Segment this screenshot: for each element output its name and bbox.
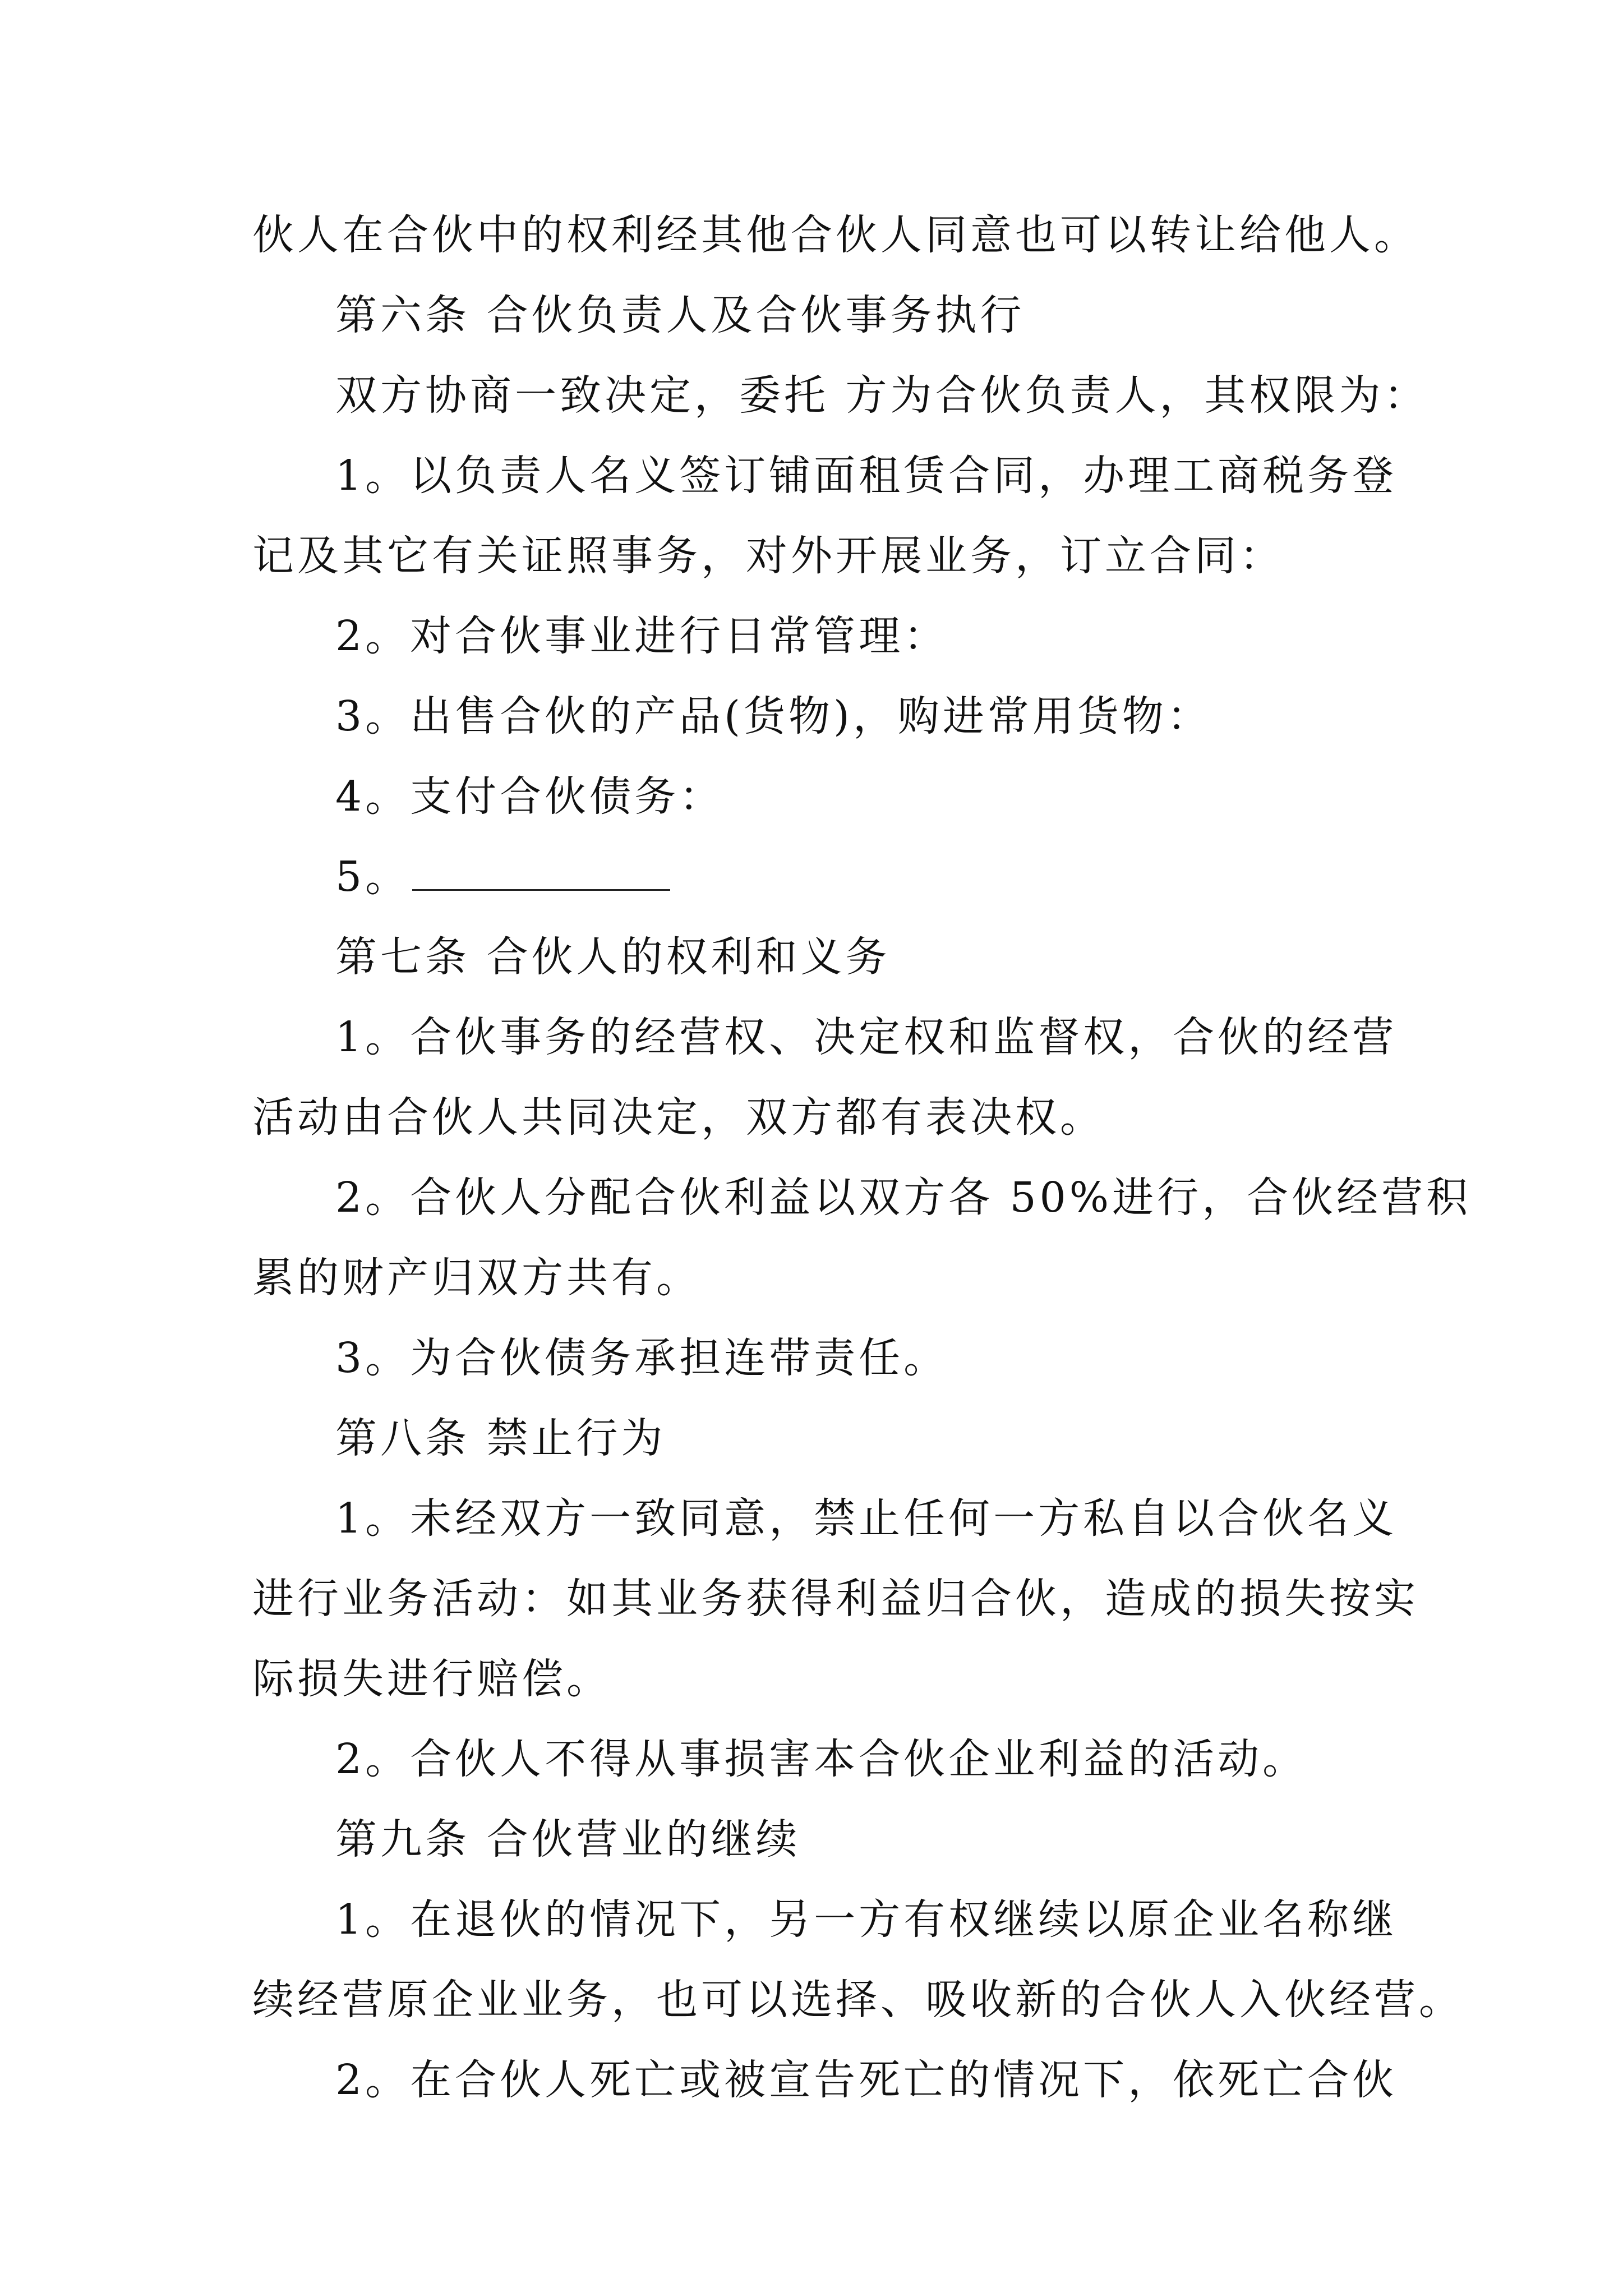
list-item: 2。合伙人不得从事损害本合伙企业利益的活动。 <box>335 1735 1308 1783</box>
fill-in-blank-line <box>412 855 670 891</box>
list-item: 4。支付合伙债务： <box>335 772 725 821</box>
list-item: 1。在退伙的情况下，另一方有权继续以原企业名称继 <box>335 1895 1398 1944</box>
article-heading: 第六条 合伙负责人及合伙事务执行 <box>335 291 1025 339</box>
body-line: 记及其它有关证照事务，对外开展业务，订立合同： <box>252 532 1284 580</box>
body-line: 累的财产归双方共有。 <box>252 1254 701 1302</box>
list-item: 1。未经双方一致同意，禁止任何一方私自以合伙名义 <box>335 1494 1398 1543</box>
list-item: 3。出售合伙的产品(货物)，购进常用货物： <box>335 692 1212 740</box>
body-line: 进行业务活动：如其业务获得利益归合伙，造成的损失按实 <box>252 1575 1419 1623</box>
list-item-blank <box>252 837 1402 917</box>
article-heading: 第八条 禁止行为 <box>335 1414 666 1462</box>
body-line: 双方协商一致决定，委托 方为合伙负责人，其权限为： <box>335 371 1429 420</box>
list-item-number: 5。 <box>335 853 411 901</box>
body-line: 活动由合伙人共同决定，双方都有表决权。 <box>252 1093 1105 1142</box>
body-line: 际损失进行赔偿。 <box>252 1655 611 1703</box>
body-line: 伙人在合伙中的权利经其他合伙人同意也可以转让给他人。 <box>252 211 1419 259</box>
list-item: 3。为合伙债务承担连带责任。 <box>335 1334 949 1382</box>
list-item: 2。合伙人分配合伙利益以双方各 50%进行，合伙经营积 <box>335 1174 1472 1222</box>
list-item: 2。对合伙事业进行日常管理： <box>335 612 949 660</box>
list-item: 1。合伙事务的经营权、决定权和监督权，合伙的经营 <box>335 1013 1398 1061</box>
document-body <box>252 195 1472 2120</box>
list-item: 1。以负责人名义签订铺面租赁合同，办理工商税务登 <box>335 452 1398 500</box>
list-item: 2。在合伙人死亡或被宣告死亡的情况下，依死亡合伙 <box>335 2056 1398 2104</box>
body-line: 续经营原企业业务，也可以选择、吸收新的合伙人入伙经营。 <box>252 1976 1464 2024</box>
article-heading: 第七条 合伙人的权利和义务 <box>335 933 891 981</box>
article-heading: 第九条 合伙营业的继续 <box>335 1815 801 1864</box>
